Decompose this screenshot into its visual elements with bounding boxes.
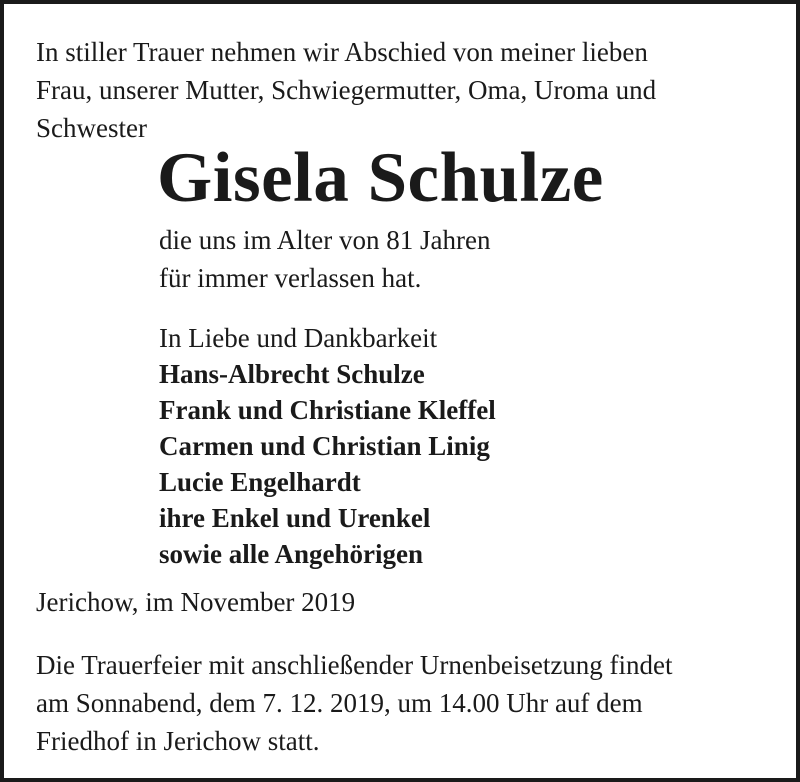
mourner-name: Carmen und Christian Linig	[159, 431, 490, 461]
gratitude-line: In Liebe und Dankbarkeit	[159, 323, 438, 353]
mourner-name: sowie alle Angehörigen	[159, 539, 423, 569]
mourner-name: Frank und Christiane Kleffel	[159, 395, 496, 425]
age-text	[159, 221, 490, 297]
funeral-line: Friedhof in Jerichow statt.	[36, 726, 320, 756]
intro-line: Schwester	[36, 113, 147, 143]
funeral-info	[36, 646, 770, 760]
age-line: für immer verlassen hat.	[159, 263, 422, 293]
funeral-line: Die Trauerfeier mit anschließender Urnenbeisetzung findet	[36, 650, 673, 680]
funeral-line: am Sonnabend, dem 7. 12. 2019, um 14.00 Uhr auf dem	[36, 688, 643, 718]
intro-text	[36, 33, 770, 147]
mourner-name: Hans-Albrecht Schulze	[159, 359, 425, 389]
mourners-block	[159, 320, 496, 572]
deceased-name: Gisela Schulze	[157, 139, 604, 217]
age-line: die uns im Alter von 81 Jahren	[159, 225, 491, 255]
mourner-name: ihre Enkel und Urenkel	[159, 503, 431, 533]
place-date: Jerichow, im November 2019	[36, 587, 356, 617]
mourner-name: Lucie Engelhardt	[159, 467, 361, 497]
intro-line: In stiller Trauer nehmen wir Abschied von meiner lieben	[36, 37, 648, 67]
intro-line: Frau, unserer Mutter, Schwiegermutter, Oma, Uroma und	[36, 75, 657, 105]
